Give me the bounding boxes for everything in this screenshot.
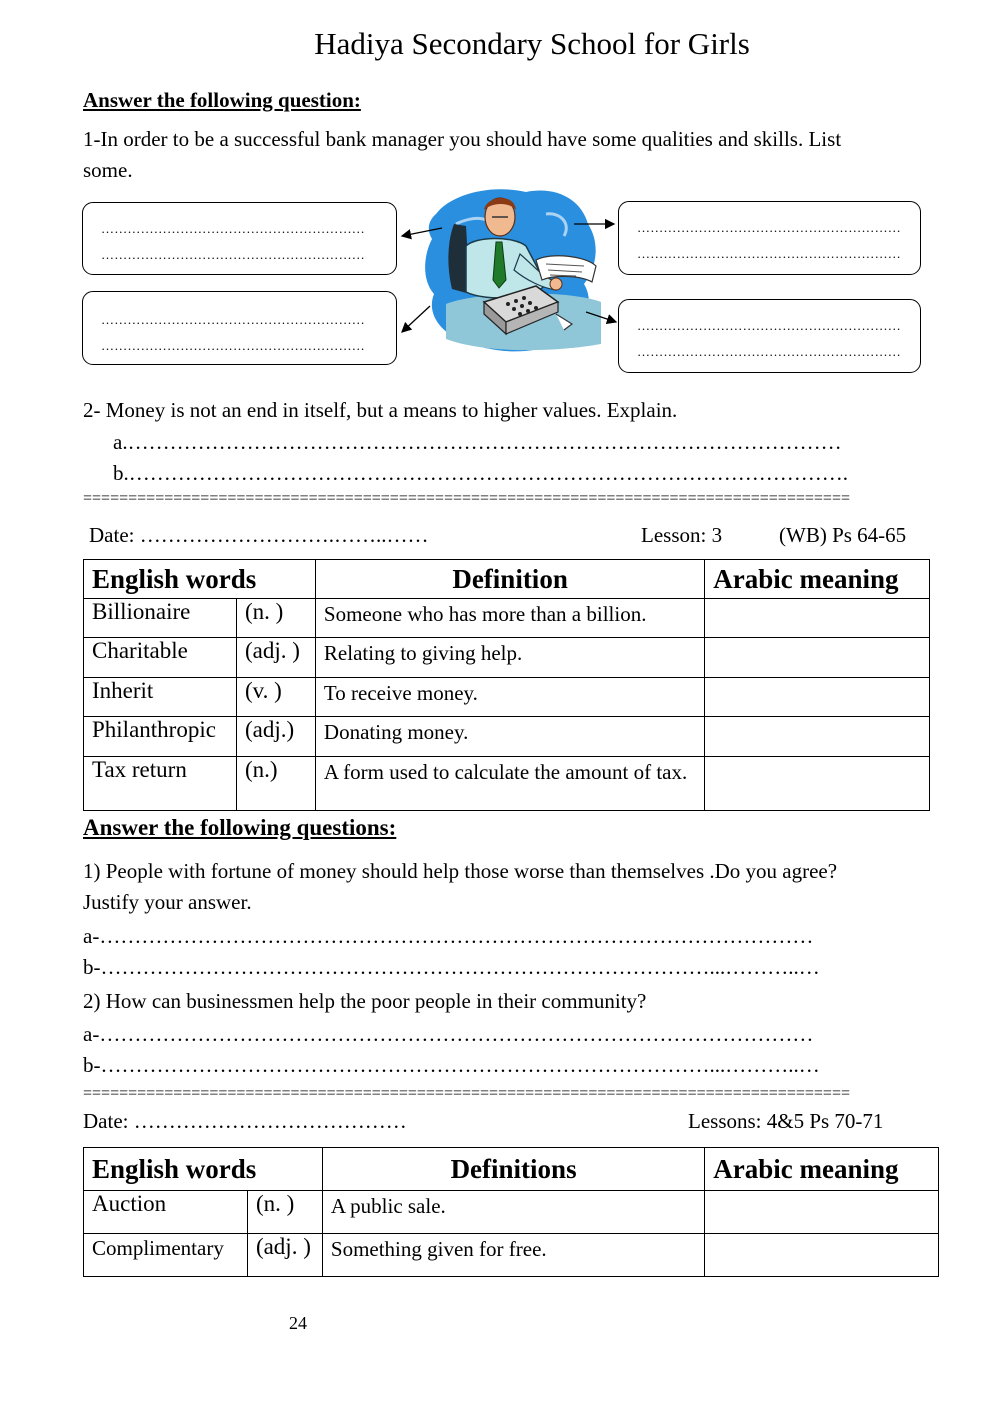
part-of-speech-cell: (n. ) [247,1191,322,1234]
word-cell: Inherit [84,678,237,717]
part-of-speech-cell: (v. ) [236,678,315,717]
page-title: Hadiya Secondary School for Girls [314,26,750,61]
answer-line: …………………………………………………… [637,344,901,359]
table-row [84,717,930,757]
question-text-cont: Justify your answer. [83,890,252,914]
table-row [84,1234,939,1277]
bank-manager-illustration [396,184,624,356]
table-row [84,1191,939,1234]
word-cell: Billionaire [84,599,237,638]
definition-cell: Something given for free. [322,1234,704,1277]
date-field[interactable]: Date: ……………………….……..…… [89,523,429,547]
answer-line-b[interactable]: b.…………………………………………………………………………………………. [113,461,848,485]
part-of-speech-cell: (adj. ) [236,638,315,678]
answer-line-a[interactable]: a-………………………………………………………………………………………… [83,924,814,948]
column-header-english-words: English words [84,1148,323,1191]
arabic-meaning-cell[interactable] [705,757,930,811]
definition-cell: A form used to calculate the amount of tax. [315,757,704,811]
part-of-speech-cell: (n. ) [236,599,315,638]
date-field[interactable]: Date: ………………………………… [83,1109,407,1133]
answer-line-b[interactable]: b-……………………………………………………………………………...………..… [83,1053,820,1077]
column-header-arabic-meaning: Arabic meaning [705,1148,939,1191]
word-cell: Charitable [84,638,237,678]
lesson-number: Lesson: 3 [641,523,723,547]
answer-line: …………………………………………………… [637,246,901,261]
answer-box-top-left[interactable] [82,202,397,275]
arabic-meaning-cell[interactable] [705,599,930,638]
answer-line-a[interactable]: a.………………………………………………………………………………………… [113,430,842,454]
question-text: 1) People with fortune of money should help those worse than themselves .Do you agree? [83,859,838,883]
question-2-text: 2- Money is not an end in itself, but a means to higher values. Explain. [83,398,678,422]
word-cell: Tax return [84,757,237,811]
separator-line: ===================================================================================== [83,1085,850,1102]
table-row [84,638,930,678]
table-row [84,757,930,811]
definition-cell: A public sale. [322,1191,704,1234]
section-heading-2: Answer the following questions: [83,815,397,840]
arabic-meaning-cell[interactable] [705,717,930,757]
question-text: 2) How can businessmen help the poor people in their community? [83,989,647,1013]
vocabulary-table-lesson-3 [83,559,930,811]
word-cell: Auction [84,1191,248,1234]
page-number: 24 [289,1313,307,1333]
question-1-text: 1-In order to be a successful bank manager you should have some qualities and skills. List [83,127,842,151]
word-cell: Philanthropic [84,717,237,757]
answer-line: …………………………………………………… [101,247,365,262]
answer-box-top-right[interactable] [618,201,921,275]
answer-box-bottom-right[interactable] [618,299,921,373]
column-header-definitions: Definitions [322,1148,704,1191]
arabic-meaning-cell[interactable] [705,638,930,678]
answer-line: …………………………………………………… [101,312,365,327]
workbook-pages: (WB) Ps 64-65 [779,523,907,547]
lesson-pages: Lessons: 4&5 Ps 70-71 [688,1109,884,1133]
column-header-english-words: English words [84,560,316,599]
answer-line: …………………………………………………… [637,318,901,333]
arabic-meaning-cell[interactable] [705,678,930,717]
definition-cell: Someone who has more than a billion. [315,599,704,638]
column-header-arabic-meaning: Arabic meaning [705,560,930,599]
answer-line-b[interactable]: b-……………………………………………………………………………...………..… [83,955,820,979]
definition-cell: Donating money. [315,717,704,757]
answer-line: …………………………………………………… [637,220,901,235]
answer-line: …………………………………………………… [101,338,365,353]
table-row [84,678,930,717]
part-of-speech-cell: (adj. ) [247,1234,322,1277]
answer-line-a[interactable]: a-………………………………………………………………………………………… [83,1022,814,1046]
question-1-text-cont: some. [83,158,133,182]
vocabulary-table-lessons-4-5 [83,1147,939,1277]
answer-box-bottom-left[interactable] [82,291,397,365]
separator-line: ===================================================================================== [83,490,850,507]
word-cell: Complimentary [84,1234,248,1277]
table-row [84,599,930,638]
arabic-meaning-cell[interactable] [705,1234,939,1277]
column-header-definition: Definition [315,560,704,599]
definition-cell: Relating to giving help. [315,638,704,678]
definition-cell: To receive money. [315,678,704,717]
section-heading: Answer the following question: [83,88,361,112]
part-of-speech-cell: (adj.) [236,717,315,757]
answer-line: …………………………………………………… [101,221,365,236]
part-of-speech-cell: (n.) [236,757,315,811]
arabic-meaning-cell[interactable] [705,1191,939,1234]
